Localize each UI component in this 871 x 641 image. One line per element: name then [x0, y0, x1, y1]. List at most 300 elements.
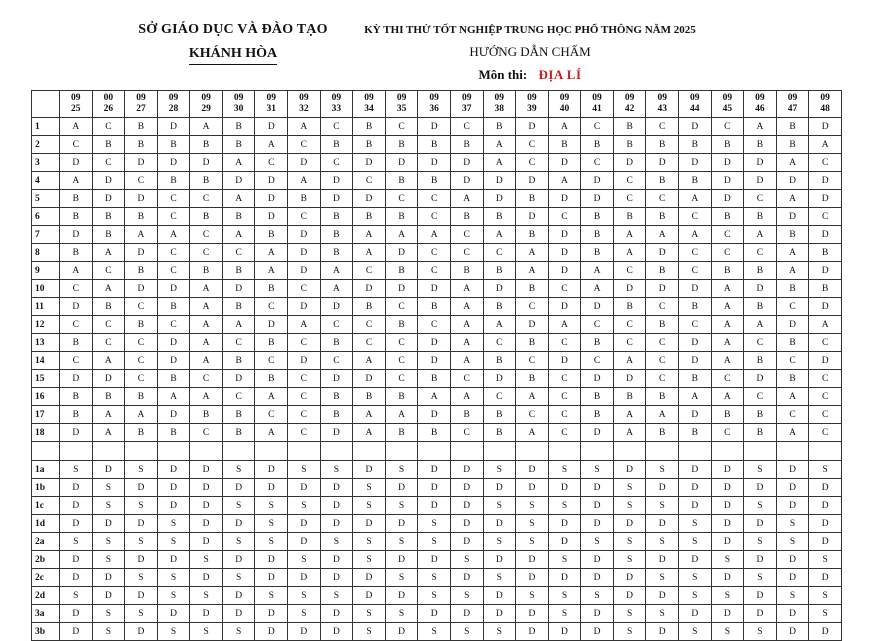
table-row — [32, 118, 842, 136]
answer-cell: S — [320, 461, 353, 479]
answer-cell: S — [809, 587, 842, 605]
answer-cell: D — [353, 515, 386, 533]
answer-cell: A — [92, 244, 125, 262]
answer-cell: D — [678, 406, 711, 424]
answer-cell: D — [125, 479, 158, 497]
answer-cell: A — [190, 334, 223, 352]
question-number: 7 — [32, 226, 60, 244]
answer-cell: S — [516, 515, 549, 533]
question-number: 2a — [32, 533, 60, 551]
answer-cell: A — [711, 352, 744, 370]
answer-cell: S — [320, 533, 353, 551]
answer-cell: S — [483, 533, 516, 551]
answer-cell: D — [483, 190, 516, 208]
answer-cell: D — [288, 623, 321, 641]
answer-cell: S — [157, 569, 190, 587]
empty-cell — [288, 442, 321, 461]
answer-cell: B — [744, 208, 777, 226]
answer-cell: A — [385, 406, 418, 424]
answer-cell: D — [288, 262, 321, 280]
answer-cell: D — [809, 118, 842, 136]
answer-cell: D — [548, 226, 581, 244]
answer-cell: C — [157, 316, 190, 334]
table-row — [32, 154, 842, 172]
answer-cell: A — [190, 352, 223, 370]
answer-cell: D — [190, 533, 223, 551]
answer-cell: D — [255, 208, 288, 226]
answer-cell: D — [385, 623, 418, 641]
answer-cell: A — [613, 226, 646, 244]
answer-cell: B — [320, 388, 353, 406]
code-prefix: 09 — [233, 93, 244, 103]
answer-cell: S — [483, 497, 516, 515]
answer-cell: D — [255, 190, 288, 208]
answer-cell: A — [320, 280, 353, 298]
answer-cell: S — [613, 551, 646, 569]
table-row — [32, 370, 842, 388]
answer-cell: D — [288, 226, 321, 244]
question-number: 3a — [32, 605, 60, 623]
answer-cell: S — [483, 461, 516, 479]
answer-cell: C — [809, 154, 842, 172]
answer-cell: D — [320, 605, 353, 623]
answer-cell: S — [157, 515, 190, 533]
answer-cell: A — [613, 352, 646, 370]
answer-cell: A — [776, 244, 809, 262]
answer-cell: S — [711, 587, 744, 605]
answer-cell: S — [92, 605, 125, 623]
answer-cell: S — [548, 551, 581, 569]
answer-cell: D — [809, 533, 842, 551]
empty-cell — [385, 442, 418, 461]
answer-cell: D — [483, 551, 516, 569]
answer-cell: D — [744, 515, 777, 533]
answer-cell: D — [255, 316, 288, 334]
answer-cell: D — [320, 623, 353, 641]
answer-cell: S — [516, 533, 549, 551]
answer-cell: A — [776, 190, 809, 208]
answer-cell: D — [353, 280, 386, 298]
answer-cell: C — [678, 262, 711, 280]
code-number: 28 — [168, 104, 179, 114]
answer-cell: B — [125, 136, 158, 154]
answer-cell: D — [255, 479, 288, 497]
answer-cell: D — [809, 515, 842, 533]
answer-cell: B — [190, 262, 223, 280]
answer-cell: D — [450, 461, 483, 479]
answer-cell: S — [190, 587, 223, 605]
answer-cell: B — [581, 388, 614, 406]
answer-cell: D — [222, 551, 255, 569]
table-row — [32, 461, 842, 479]
answer-cell: D — [60, 370, 93, 388]
answer-cell: B — [255, 370, 288, 388]
question-number: 16 — [32, 388, 60, 406]
answer-cell: C — [646, 334, 679, 352]
corner-cell — [32, 91, 60, 118]
table-row — [32, 190, 842, 208]
code-prefix: 09 — [168, 93, 179, 103]
answer-cell: S — [678, 587, 711, 605]
answer-cell: D — [190, 515, 223, 533]
code-number: 37 — [461, 104, 472, 114]
question-number: 12 — [32, 316, 60, 334]
answer-cell: D — [450, 515, 483, 533]
answer-cell: A — [678, 190, 711, 208]
subject-value: ĐỊA LÍ — [538, 67, 582, 82]
answer-cell: S — [288, 587, 321, 605]
answer-cell: C — [190, 226, 223, 244]
answer-cell: C — [646, 118, 679, 136]
answer-cell: D — [744, 605, 777, 623]
answer-cell: C — [450, 424, 483, 442]
answer-cell: D — [60, 497, 93, 515]
answer-cell: C — [353, 262, 386, 280]
answer-cell: S — [646, 569, 679, 587]
code-prefix: 09 — [755, 93, 765, 103]
answer-cell: A — [450, 334, 483, 352]
subject-label: Môn thi: — [478, 67, 528, 82]
answer-cell: C — [60, 136, 93, 154]
empty-cell — [255, 442, 288, 461]
answer-cell: D — [353, 461, 386, 479]
answer-cell: A — [776, 388, 809, 406]
answer-cell: D — [320, 569, 353, 587]
answer-cell: A — [92, 352, 125, 370]
answer-cell: C — [288, 136, 321, 154]
answer-cell: B — [190, 136, 223, 154]
answer-cell: S — [353, 605, 386, 623]
answer-cell: D — [646, 154, 679, 172]
code-number: 26 — [103, 104, 114, 114]
answer-cell: C — [353, 334, 386, 352]
answer-cell: D — [92, 370, 125, 388]
answer-cell: D — [320, 370, 353, 388]
answer-cell: D — [385, 551, 418, 569]
guide-title: HƯỚNG DẪN CHẤM — [469, 44, 591, 59]
answer-cell: D — [450, 497, 483, 515]
answer-cell: D — [776, 569, 809, 587]
answer-cell: A — [678, 388, 711, 406]
answer-cell: S — [613, 497, 646, 515]
answer-cell: D — [678, 154, 711, 172]
answer-cell: D — [125, 551, 158, 569]
answer-cell: B — [92, 208, 125, 226]
answer-cell: C — [288, 424, 321, 442]
exam-code-header — [548, 91, 581, 118]
answer-cell: D — [288, 154, 321, 172]
answer-cell: D — [581, 172, 614, 190]
answer-cell: A — [776, 262, 809, 280]
answer-cell: S — [678, 569, 711, 587]
code-prefix: 09 — [136, 93, 146, 103]
exam-code-header — [157, 91, 190, 118]
answer-cell: D — [548, 262, 581, 280]
answer-cell: C — [320, 316, 353, 334]
answer-cell: D — [157, 461, 190, 479]
answer-cell: B — [320, 244, 353, 262]
answer-cell: D — [353, 569, 386, 587]
answer-cell: C — [646, 352, 679, 370]
code-number: 39 — [527, 104, 537, 114]
question-number: 10 — [32, 280, 60, 298]
answer-cell: D — [483, 587, 516, 605]
answer-cell: C — [744, 190, 777, 208]
answer-cell: C — [92, 154, 125, 172]
answer-cell: A — [776, 424, 809, 442]
answer-cell: B — [320, 208, 353, 226]
answer-cell: D — [320, 172, 353, 190]
answer-cell: D — [60, 551, 93, 569]
answer-cell: A — [581, 280, 614, 298]
answer-cell: D — [646, 280, 679, 298]
answer-cell: A — [125, 226, 158, 244]
answer-cell: S — [678, 533, 711, 551]
code-number: 42 — [624, 104, 635, 114]
table-body — [32, 118, 842, 641]
table-row — [32, 569, 842, 587]
answer-cell: B — [255, 226, 288, 244]
answer-cell: S — [385, 605, 418, 623]
answer-cell: C — [613, 334, 646, 352]
exam-code-header — [581, 91, 614, 118]
answer-cell: C — [125, 172, 158, 190]
answer-cell: D — [190, 569, 223, 587]
answer-cell: D — [548, 569, 581, 587]
answer-cell: D — [678, 605, 711, 623]
code-prefix: 09 — [266, 93, 276, 103]
answer-cell: D — [353, 154, 386, 172]
answer-cell: B — [60, 190, 93, 208]
answer-cell: B — [125, 118, 158, 136]
answer-cell: C — [288, 370, 321, 388]
answer-cell: B — [385, 172, 418, 190]
code-number: 35 — [396, 104, 407, 114]
answer-cell: B — [450, 136, 483, 154]
answer-cell: S — [711, 551, 744, 569]
answer-cell: B — [385, 316, 418, 334]
answer-cell: C — [288, 280, 321, 298]
answer-cell: B — [385, 136, 418, 154]
table-row — [32, 587, 842, 605]
answer-cell: C — [125, 370, 158, 388]
answer-cell: B — [581, 208, 614, 226]
answer-cell: C — [711, 424, 744, 442]
answer-cell: B — [60, 388, 93, 406]
answer-cell: B — [678, 370, 711, 388]
answer-cell: D — [581, 605, 614, 623]
answer-cell: D — [776, 208, 809, 226]
answer-cell: A — [418, 226, 451, 244]
answer-cell: S — [92, 497, 125, 515]
answer-cell: D — [60, 154, 93, 172]
answer-cell: C — [776, 406, 809, 424]
answer-cell: D — [613, 461, 646, 479]
answer-cell: C — [711, 244, 744, 262]
answer-cell: B — [646, 208, 679, 226]
exam-code-header — [255, 91, 288, 118]
answer-cell: A — [744, 226, 777, 244]
answer-cell: S — [222, 569, 255, 587]
answer-cell: S — [222, 623, 255, 641]
exam-code-header — [190, 91, 223, 118]
answer-cell: A — [92, 424, 125, 442]
answer-cell: C — [678, 244, 711, 262]
answer-cell: S — [646, 461, 679, 479]
answer-cell: S — [418, 515, 451, 533]
answer-cell: C — [581, 316, 614, 334]
answer-cell: B — [613, 136, 646, 154]
empty-cell — [809, 442, 842, 461]
answer-cell: D — [92, 569, 125, 587]
exam-code-header — [678, 91, 711, 118]
answer-cell: S — [548, 605, 581, 623]
answer-cell: C — [548, 388, 581, 406]
answer-cell: B — [581, 406, 614, 424]
answer-cell: A — [516, 388, 549, 406]
answer-cell: D — [450, 605, 483, 623]
answer-cell: C — [744, 388, 777, 406]
answer-cell: S — [222, 461, 255, 479]
answer-cell: S — [125, 461, 158, 479]
answer-cell: B — [222, 406, 255, 424]
answer-cell: B — [646, 388, 679, 406]
answer-cell: D — [222, 587, 255, 605]
answer-cell: S — [809, 551, 842, 569]
code-number: 41 — [592, 104, 602, 114]
answer-cell: D — [646, 587, 679, 605]
answer-cell: D — [157, 154, 190, 172]
answer-cell: B — [60, 208, 93, 226]
answer-cell: C — [385, 118, 418, 136]
answer-cell: D — [222, 605, 255, 623]
answer-cell: D — [255, 172, 288, 190]
answer-cell: S — [353, 497, 386, 515]
answer-cell: B — [678, 424, 711, 442]
answer-cell: C — [288, 208, 321, 226]
answer-cell: S — [809, 461, 842, 479]
answer-cell: A — [190, 298, 223, 316]
answer-cell: D — [516, 172, 549, 190]
answer-cell: D — [92, 461, 125, 479]
answer-cell: S — [92, 479, 125, 497]
answer-cell: C — [711, 118, 744, 136]
answer-cell: C — [516, 406, 549, 424]
answer-cell: B — [418, 298, 451, 316]
answer-cell: D — [483, 515, 516, 533]
answer-cell: S — [418, 533, 451, 551]
answer-cell: C — [222, 334, 255, 352]
answer-key-table — [31, 90, 842, 641]
answer-cell: D — [353, 370, 386, 388]
answer-cell: D — [809, 298, 842, 316]
answer-cell: D — [548, 352, 581, 370]
answer-cell: A — [483, 136, 516, 154]
code-number: 34 — [364, 104, 374, 114]
answer-cell: D — [288, 244, 321, 262]
answer-cell: B — [483, 208, 516, 226]
answer-cell: B — [190, 172, 223, 190]
answer-cell: S — [320, 587, 353, 605]
table-row — [32, 262, 842, 280]
answer-cell: A — [581, 262, 614, 280]
answer-cell: C — [385, 334, 418, 352]
answer-cell: C — [548, 370, 581, 388]
answer-cell: C — [60, 352, 93, 370]
answer-cell: B — [222, 208, 255, 226]
code-prefix: 09 — [624, 93, 635, 103]
answer-cell: C — [776, 298, 809, 316]
exam-code-header — [222, 91, 255, 118]
answer-cell: D — [581, 190, 614, 208]
answer-cell: C — [809, 334, 842, 352]
answer-cell: S — [581, 461, 614, 479]
code-number: 46 — [755, 104, 765, 114]
answer-cell: B — [92, 226, 125, 244]
answer-cell: S — [516, 497, 549, 515]
answer-cell: A — [190, 118, 223, 136]
answer-cell: D — [255, 551, 288, 569]
answer-cell: B — [320, 136, 353, 154]
answer-cell: D — [450, 569, 483, 587]
answer-cell: D — [809, 226, 842, 244]
answer-cell: A — [711, 316, 744, 334]
answer-cell: A — [222, 190, 255, 208]
answer-cell: B — [222, 424, 255, 442]
answer-cell: A — [646, 226, 679, 244]
answer-cell: D — [516, 118, 549, 136]
answer-cell: B — [711, 208, 744, 226]
answer-cell: D — [516, 623, 549, 641]
answer-cell: A — [548, 316, 581, 334]
answer-cell: S — [450, 623, 483, 641]
exam-code-header — [450, 91, 483, 118]
answer-cell: C — [92, 118, 125, 136]
answer-cell: S — [646, 497, 679, 515]
answer-cell: D — [744, 172, 777, 190]
answer-cell: A — [483, 154, 516, 172]
exam-title: KỲ THI THỬ TỐT NGHIỆP TRUNG HỌC PHỔ THÔNG NĂM 2025 — [364, 24, 696, 36]
answer-cell: D — [581, 479, 614, 497]
answer-cell: A — [222, 154, 255, 172]
empty-cell — [157, 442, 190, 461]
answer-cell: D — [157, 605, 190, 623]
answer-cell: B — [613, 208, 646, 226]
code-number: 32 — [299, 104, 309, 114]
answer-cell: C — [711, 226, 744, 244]
question-number: 2 — [32, 136, 60, 154]
answer-cell: B — [418, 136, 451, 154]
answer-cell: B — [353, 298, 386, 316]
answer-cell: A — [222, 316, 255, 334]
answer-cell: C — [613, 316, 646, 334]
answer-cell: B — [385, 424, 418, 442]
answer-cell: A — [418, 388, 451, 406]
answer-cell: S — [385, 461, 418, 479]
answer-cell: D — [809, 172, 842, 190]
answer-cell: D — [450, 154, 483, 172]
answer-cell: B — [776, 118, 809, 136]
answer-cell: C — [516, 352, 549, 370]
answer-cell: B — [125, 262, 158, 280]
empty-cell — [744, 442, 777, 461]
answer-cell: C — [288, 388, 321, 406]
answer-cell: D — [581, 569, 614, 587]
answer-cell: D — [744, 370, 777, 388]
answer-cell: B — [157, 172, 190, 190]
code-prefix: 09 — [364, 93, 374, 103]
answer-cell: B — [60, 334, 93, 352]
